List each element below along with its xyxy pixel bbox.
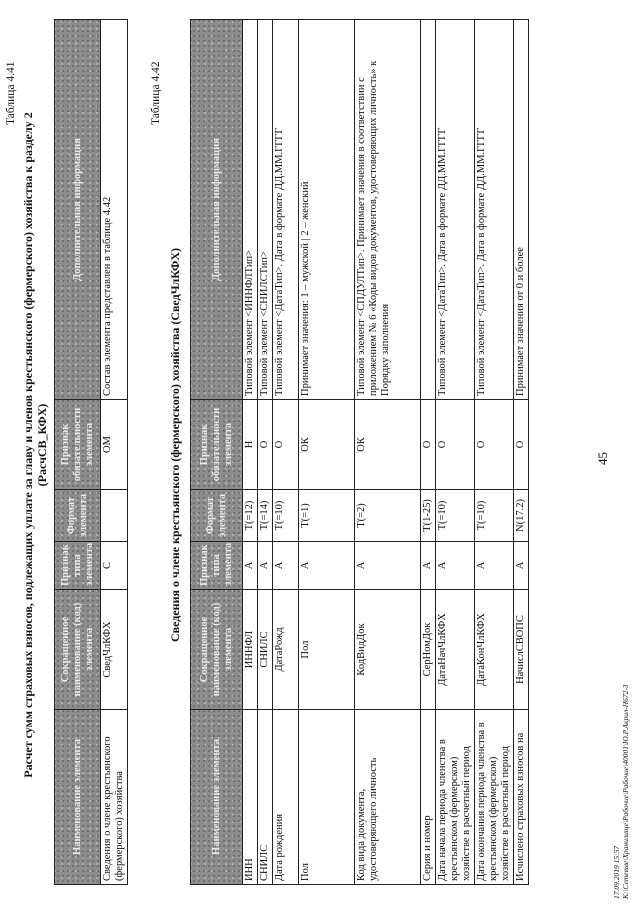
cell-required: ОК [355, 400, 421, 490]
header-cell: Формат элемента [55, 490, 101, 542]
cell-required: О [436, 400, 475, 490]
table-442 [190, 19, 529, 885]
table-title-441-line1: Расчет сумм страховых взносов, подлежащих уплате за главу и членов крестьянского (фермерского) хозяйства к разделу 2 [21, 112, 35, 778]
cell-code: СведЧлКФХ [101, 590, 128, 710]
header-cell: Сокращенное наименование (код) элемента [55, 590, 101, 710]
cell-format: Т(=2) [355, 490, 421, 542]
cell-format: Т(=12) [243, 490, 258, 542]
cell-required: О [258, 400, 273, 490]
cell-format: N(17.2) [514, 490, 529, 542]
table-row [299, 20, 355, 885]
page-number: 45 [595, 452, 610, 465]
cell-name: Дата рождения [273, 710, 299, 885]
cell-info: Состав элемента представлен в таблице 4.42 [101, 20, 128, 400]
cell-info: Типовой элемент <ДатаТип>. Дата в формате ДД.ММ.ГГГГ [436, 20, 475, 400]
header-cell: Признак типа элемента [191, 542, 243, 590]
cell-format: Т(=14) [258, 490, 273, 542]
table-caption-442: Таблица 4.42 [150, 61, 162, 125]
table-441-header-row [55, 20, 101, 885]
cell-type: А [514, 542, 529, 590]
cell-required: О [514, 400, 529, 490]
table-title-441-line2: (РасчСВ_КФХ) [35, 403, 49, 487]
cell-format: Т(1-25) [421, 490, 436, 542]
header-cell: Дополнительная информация [191, 20, 243, 400]
cell-name: Серия и номер [421, 710, 436, 885]
cell-format: Т(=10) [475, 490, 514, 542]
header-cell: Признак обязательности элемента [191, 400, 243, 490]
cell-name: ИНН [243, 710, 258, 885]
cell-type: А [355, 542, 421, 590]
cell-code: НачислСВОПС [514, 590, 529, 710]
table-caption-441: Таблица 4.41 [5, 61, 17, 125]
cell-info: Принимает значения от 0 и более [514, 20, 529, 400]
cell-required: ОМ [101, 400, 128, 490]
cell-type: С [101, 542, 128, 590]
table-row [514, 20, 529, 885]
cell-info: Типовой элемент <ИННФЛТип> [243, 20, 258, 400]
cell-format [101, 490, 128, 542]
cell-type: А [436, 542, 475, 590]
cell-code: СерНомДок [421, 590, 436, 710]
table-row [436, 20, 475, 885]
table-row [421, 20, 436, 885]
cell-info: Принимает значения: 1 – мужской | 2 – женский [299, 20, 355, 400]
table-row [273, 20, 299, 885]
cell-name: Дата начала периода членства в крестьянском (фермерском) хозяйстве в расчетный период [436, 710, 475, 885]
table-442-body [243, 20, 529, 885]
header-cell: Сокращенное наименование (код) элемента [191, 590, 243, 710]
cell-name: Пол [299, 710, 355, 885]
header-cell: Наименование элемента [55, 710, 101, 885]
cell-name: СНИЛС [258, 710, 273, 885]
file-stamp-date: 17.09.2019 15:57 [612, 845, 621, 899]
cell-info: Типовой элемент <СПДУЛТип>. Принимает значения в соответствии с приложением № 6 «Коды видов документов, удостоверяющих личность» к Порядку заполнения [355, 20, 421, 400]
table-title-442: Сведения о члене крестьянского (фермерского) хозяйства (СведЧлКФХ) [168, 247, 182, 643]
cell-type: А [475, 542, 514, 590]
cell-type: А [421, 542, 436, 590]
table-row [355, 20, 421, 885]
cell-format: Т(=10) [436, 490, 475, 542]
cell-code: Пол [299, 590, 355, 710]
file-stamp [612, 684, 630, 899]
table-row [258, 20, 273, 885]
cell-type: А [243, 542, 258, 590]
table-441 [54, 19, 128, 885]
cell-format: Т(=10) [273, 490, 299, 542]
table-442-header-row [191, 20, 243, 885]
cell-code: ДатаРожд [273, 590, 299, 710]
file-stamp-path: К:\Сетевые\Хранилище\Рабочие\Рабочие\40001\Ю.Р.Акрил-Н672-3 [621, 684, 630, 899]
cell-name: Исчислено страховых взносов на [514, 710, 529, 885]
cell-type: А [258, 542, 273, 590]
cell-info: Типовой элемент <ДатаТип>. Дата в формате ДД.ММ.ГГГГ [273, 20, 299, 400]
cell-required: О [475, 400, 514, 490]
header-cell: Формат элемента [191, 490, 243, 542]
cell-type: А [273, 542, 299, 590]
header-cell: Признак обязательности элемента [55, 400, 101, 490]
cell-code: СНИЛС [258, 590, 273, 710]
cell-type: А [299, 542, 355, 590]
cell-code: ДатаКонЧлКФХ [475, 590, 514, 710]
cell-format: Т(=1) [299, 490, 355, 542]
header-cell: Признак типа элемента [55, 542, 101, 590]
table-title-441 [21, 45, 49, 845]
cell-required: О [421, 400, 436, 490]
cell-required: Н [243, 400, 258, 490]
cell-code: КодВидДок [355, 590, 421, 710]
cell-info [421, 20, 436, 400]
cell-name: Код вида документа, удостоверяющего личность [355, 710, 421, 885]
table-row [475, 20, 514, 885]
cell-info: Типовой элемент <ДатаТип>. Дата в формате ДД.ММ.ГГГГ [475, 20, 514, 400]
cell-name: Сведения о члене крестьянского (фермерского) хозяйства [101, 710, 128, 885]
cell-name: Дата окончания периода членства в крестьянском (фермерском) хозяйстве в расчетный период [475, 710, 514, 885]
cell-required: О [273, 400, 299, 490]
cell-code: ДатаНачЧлКФХ [436, 590, 475, 710]
header-cell: Наименование элемента [191, 710, 243, 885]
header-cell: Дополнительная информация [55, 20, 101, 400]
table-row [101, 20, 128, 885]
table-row [243, 20, 258, 885]
cell-code: ИННФЛ [243, 590, 258, 710]
cell-required: ОК [299, 400, 355, 490]
cell-info: Типовой элемент <СНИЛСТип> [258, 20, 273, 400]
